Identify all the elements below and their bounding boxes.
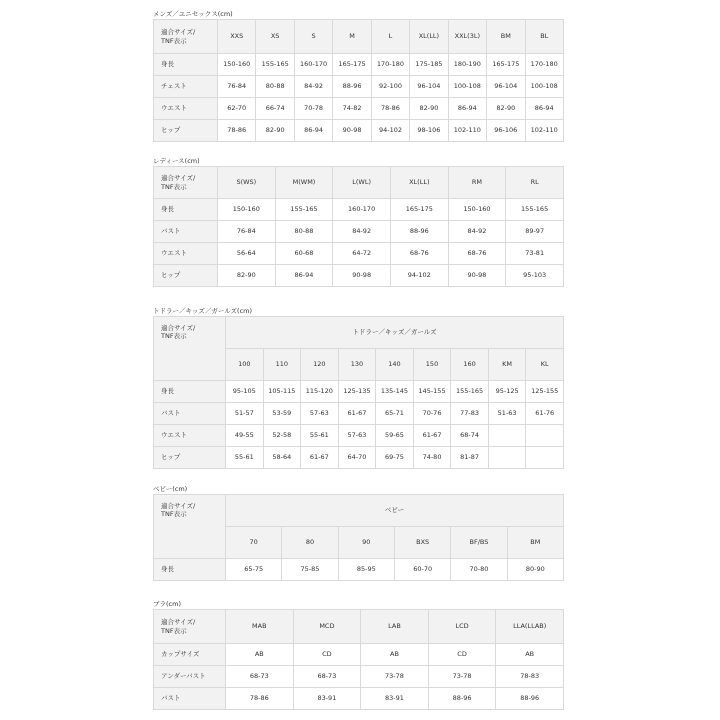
- table-cell: 82-90: [256, 120, 294, 142]
- table-cell: 61-67: [413, 425, 451, 447]
- table-cell: 64-72: [333, 243, 391, 265]
- table-cell: 88-96: [496, 688, 564, 710]
- table-cell: 74-82: [333, 98, 371, 120]
- row-label: 身長: [154, 559, 226, 581]
- table-cell: 70-78: [294, 98, 332, 120]
- size-header: LCD: [428, 610, 496, 644]
- table-cell: 102-110: [448, 120, 486, 142]
- table-cell: 57-63: [301, 403, 339, 425]
- size-header: BM: [487, 20, 525, 54]
- table-cell: 86-94: [294, 120, 332, 142]
- table-cell: 68-73: [293, 666, 361, 688]
- table-cell: 86-94: [275, 265, 333, 287]
- table-cell: 84-92: [333, 221, 391, 243]
- corner-label: 適合サイズ/ TNF表示: [154, 167, 218, 199]
- row-label: 身長: [154, 199, 218, 221]
- row-label: バスト: [154, 221, 218, 243]
- table-cell: 102-110: [525, 120, 564, 142]
- table-cell: 88-96: [390, 221, 448, 243]
- table-cell: 52-58: [263, 425, 301, 447]
- table-cell: 75-85: [282, 559, 338, 581]
- mens-table-title: メンズ／ユニセックス(cm): [153, 10, 233, 18]
- table-row: [154, 381, 564, 403]
- row-label: ウエスト: [154, 243, 218, 265]
- table-cell: 68-74: [451, 425, 489, 447]
- table-cell: 95-105: [226, 381, 264, 403]
- size-header: MAB: [226, 610, 294, 644]
- size-header: 160: [451, 349, 489, 381]
- ladies-header-row: [154, 167, 564, 199]
- size-header: BXS: [394, 527, 450, 559]
- corner-label: 適合サイズ/ TNF表示: [154, 20, 218, 54]
- table-cell: 80-88: [275, 221, 333, 243]
- size-header: L: [371, 20, 409, 54]
- kids-header-row: [154, 317, 564, 349]
- table-row: [154, 54, 564, 76]
- table-row: [154, 243, 564, 265]
- bra-size-table: [153, 609, 564, 710]
- ladies-table-title: レディース(cm): [153, 157, 200, 165]
- size-header: 80: [282, 527, 338, 559]
- row-label: ウエスト: [154, 98, 218, 120]
- group-header: トドラー／キッズ／ガールズ: [226, 317, 564, 349]
- ladies-size-table: [153, 166, 564, 287]
- table-row: [154, 221, 564, 243]
- table-cell: 155-165: [275, 199, 333, 221]
- table-cell: 170-180: [371, 54, 409, 76]
- table-cell: AB: [226, 644, 294, 666]
- table-cell: 165-175: [487, 54, 525, 76]
- size-header: XL(LL): [410, 20, 448, 54]
- table-cell: 62-70: [218, 98, 256, 120]
- bra-header-row: [154, 610, 564, 644]
- table-cell: 125-155: [526, 381, 564, 403]
- table-cell: 78-86: [218, 120, 256, 142]
- row-label: 身長: [154, 54, 218, 76]
- size-header: 150: [413, 349, 451, 381]
- table-cell: 96-104: [410, 76, 448, 98]
- row-label: バスト: [154, 403, 226, 425]
- table-cell: 98-106: [410, 120, 448, 142]
- bra-table-title: ブラ(cm): [153, 600, 181, 608]
- size-header: 100: [226, 349, 264, 381]
- table-cell: 170-180: [525, 54, 564, 76]
- table-cell: 51-57: [226, 403, 264, 425]
- size-header: M(WM): [275, 167, 333, 199]
- table-cell: 165-175: [333, 54, 371, 76]
- size-header: BL: [525, 20, 564, 54]
- table-cell: 82-90: [218, 265, 276, 287]
- size-header: 70: [226, 527, 282, 559]
- table-cell: 61-67: [338, 403, 376, 425]
- table-cell: CD: [428, 644, 496, 666]
- table-cell: 78-86: [226, 688, 294, 710]
- table-cell: 105-115: [263, 381, 301, 403]
- table-cell: CD: [293, 644, 361, 666]
- table-cell: 86-94: [525, 98, 564, 120]
- table-row: [154, 265, 564, 287]
- table-cell: 80-88: [256, 76, 294, 98]
- size-header: 130: [338, 349, 376, 381]
- size-header: BM: [507, 527, 563, 559]
- table-cell: 53-59: [263, 403, 301, 425]
- table-cell: 180-190: [448, 54, 486, 76]
- table-cell: 115-120: [301, 381, 339, 403]
- size-header: 90: [338, 527, 394, 559]
- table-cell: 55-61: [226, 447, 264, 469]
- table-cell: AB: [361, 644, 429, 666]
- size-header: M: [333, 20, 371, 54]
- table-row: [154, 425, 564, 447]
- table-cell: 81-87: [451, 447, 489, 469]
- size-header: BF/BS: [451, 527, 507, 559]
- table-cell: 94-102: [371, 120, 409, 142]
- table-row: [154, 559, 564, 581]
- size-header: LLA(LLAB): [496, 610, 564, 644]
- baby-size-table: [153, 494, 564, 581]
- table-cell: 84-92: [448, 221, 506, 243]
- table-cell: 84-92: [294, 76, 332, 98]
- table-row: [154, 76, 564, 98]
- table-cell: 60-68: [275, 243, 333, 265]
- table-cell: 80-90: [507, 559, 563, 581]
- table-row: [154, 688, 564, 710]
- table-cell: 100-108: [525, 76, 564, 98]
- table-cell: 92-100: [371, 76, 409, 98]
- table-cell: 49-55: [226, 425, 264, 447]
- table-cell: 100-108: [448, 76, 486, 98]
- row-label: アンダーバスト: [154, 666, 226, 688]
- table-cell: 96-104: [487, 76, 525, 98]
- table-cell: [526, 447, 564, 469]
- table-cell: 78-83: [496, 666, 564, 688]
- mens-header-row: [154, 20, 564, 54]
- table-row: [154, 403, 564, 425]
- row-label: ヒップ: [154, 120, 218, 142]
- table-cell: 76-84: [218, 76, 256, 98]
- table-cell: 68-76: [448, 243, 506, 265]
- table-cell: 55-61: [301, 425, 339, 447]
- group-header: ベビー: [226, 495, 564, 527]
- size-header: RM: [448, 167, 506, 199]
- table-cell: 78-86: [371, 98, 409, 120]
- table-row: [154, 98, 564, 120]
- table-cell: 73-78: [361, 666, 429, 688]
- table-cell: 83-91: [293, 688, 361, 710]
- corner-label: 適合サイズ/ TNF表示: [154, 495, 226, 559]
- table-row: [154, 666, 564, 688]
- table-cell: 58-64: [263, 447, 301, 469]
- table-cell: 69-75: [376, 447, 414, 469]
- table-cell: 66-74: [256, 98, 294, 120]
- row-label: ヒップ: [154, 447, 226, 469]
- table-cell: 86-94: [448, 98, 486, 120]
- baby-table-title: ベビー(cm): [153, 485, 188, 493]
- table-cell: [526, 425, 564, 447]
- table-cell: 155-165: [256, 54, 294, 76]
- table-cell: 90-98: [333, 120, 371, 142]
- table-cell: 90-98: [333, 265, 391, 287]
- table-cell: 65-71: [376, 403, 414, 425]
- table-cell: 155-165: [451, 381, 489, 403]
- size-header: MCD: [293, 610, 361, 644]
- table-cell: 95-125: [488, 381, 526, 403]
- table-cell: 96-106: [487, 120, 525, 142]
- table-cell: 89-97: [506, 221, 564, 243]
- table-cell: 90-98: [448, 265, 506, 287]
- table-cell: 88-96: [428, 688, 496, 710]
- table-cell: 160-170: [333, 199, 391, 221]
- table-cell: 125-135: [338, 381, 376, 403]
- table-row: [154, 199, 564, 221]
- table-cell: 88-96: [333, 76, 371, 98]
- table-cell: 150-160: [218, 199, 276, 221]
- table-cell: 94-102: [390, 265, 448, 287]
- table-cell: 150-160: [448, 199, 506, 221]
- row-label: ヒップ: [154, 265, 218, 287]
- baby-header-row: [154, 495, 564, 527]
- corner-label: 適合サイズ/ TNF表示: [154, 610, 226, 644]
- kids-table-title: トドラー／キッズ／ガールズ(cm): [153, 307, 253, 315]
- table-cell: 74-80: [413, 447, 451, 469]
- size-header: S: [294, 20, 332, 54]
- table-cell: 61-76: [526, 403, 564, 425]
- table-cell: 60-70: [394, 559, 450, 581]
- table-cell: 85-95: [338, 559, 394, 581]
- size-header: LAB: [361, 610, 429, 644]
- mens-size-table: [153, 19, 564, 142]
- table-row: [154, 447, 564, 469]
- table-cell: 68-76: [390, 243, 448, 265]
- table-cell: 56-64: [218, 243, 276, 265]
- table-cell: 135-145: [376, 381, 414, 403]
- size-header: KM: [488, 349, 526, 381]
- size-header: KL: [526, 349, 564, 381]
- row-label: カップサイズ: [154, 644, 226, 666]
- size-header: XL(LL): [390, 167, 448, 199]
- table-cell: 95-103: [506, 265, 564, 287]
- table-cell: [488, 447, 526, 469]
- table-cell: 70-76: [413, 403, 451, 425]
- size-header: S(WS): [218, 167, 276, 199]
- size-header: XXL(3L): [448, 20, 486, 54]
- table-row: [154, 120, 564, 142]
- table-cell: 82-90: [410, 98, 448, 120]
- table-cell: [488, 425, 526, 447]
- size-header: 140: [376, 349, 414, 381]
- corner-label: 適合サイズ/ TNF表示: [154, 317, 226, 381]
- table-row: [154, 644, 564, 666]
- table-cell: 77-83: [451, 403, 489, 425]
- size-header: XXS: [218, 20, 256, 54]
- table-cell: AB: [496, 644, 564, 666]
- table-cell: 59-65: [376, 425, 414, 447]
- table-cell: 165-175: [390, 199, 448, 221]
- size-header: RL: [506, 167, 564, 199]
- table-cell: 76-84: [218, 221, 276, 243]
- size-header: L(WL): [333, 167, 391, 199]
- kids-size-table: [153, 316, 564, 469]
- table-cell: 155-165: [506, 199, 564, 221]
- table-cell: 83-91: [361, 688, 429, 710]
- table-cell: 61-67: [301, 447, 339, 469]
- row-label: ウエスト: [154, 425, 226, 447]
- table-cell: 51-63: [488, 403, 526, 425]
- table-cell: 57-63: [338, 425, 376, 447]
- table-cell: 70-80: [451, 559, 507, 581]
- table-cell: 73-81: [506, 243, 564, 265]
- table-cell: 145-155: [413, 381, 451, 403]
- size-header: 110: [263, 349, 301, 381]
- table-cell: 68-73: [226, 666, 294, 688]
- row-label: バスト: [154, 688, 226, 710]
- table-cell: 150-160: [218, 54, 256, 76]
- table-cell: 82-90: [487, 98, 525, 120]
- table-cell: 175-185: [410, 54, 448, 76]
- table-cell: 73-78: [428, 666, 496, 688]
- row-label: 身長: [154, 381, 226, 403]
- row-label: チェスト: [154, 76, 218, 98]
- size-header: 120: [301, 349, 339, 381]
- size-header: XS: [256, 20, 294, 54]
- table-cell: 64-70: [338, 447, 376, 469]
- table-cell: 160-170: [294, 54, 332, 76]
- table-cell: 65-75: [226, 559, 282, 581]
